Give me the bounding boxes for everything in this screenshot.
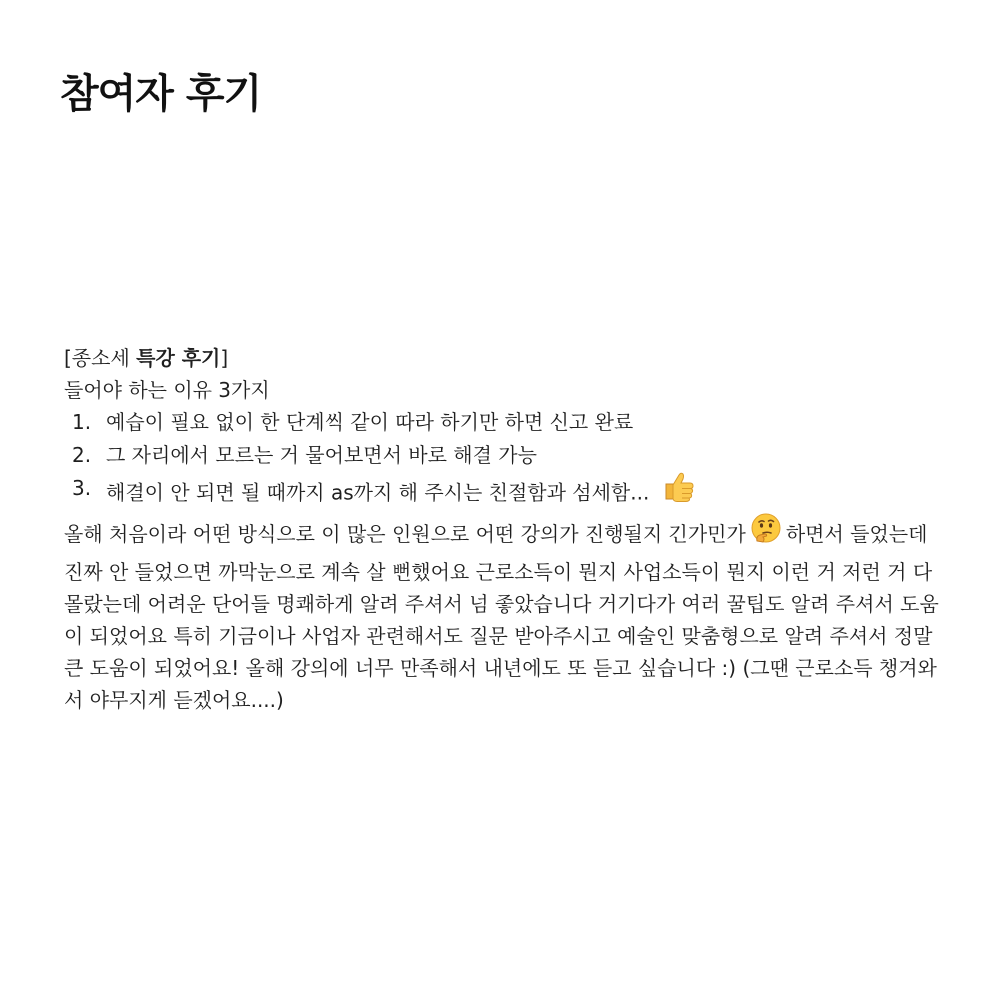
review-heading-suffix: ]: [220, 346, 229, 370]
reason-number: 3.: [72, 476, 92, 500]
thinking-face-icon: [750, 512, 782, 553]
review-heading: [64, 342, 944, 374]
reason-text: 해결이 안 되면 될 때까지 as까지 해 주시는 친절함과 섬세함...: [106, 480, 650, 505]
review-body: [64, 515, 944, 716]
reason-item: [64, 439, 944, 472]
review-body-part1: 올해 처음이라 어떤 방식으로 이 많은 인원으로 어떤 강의가 진행될지 긴가민가: [64, 522, 746, 546]
review-heading-prefix: [종소세: [64, 346, 137, 370]
thumbs-up-icon: [662, 469, 696, 513]
review-subheading: 들어야 하는 이유 3가지: [64, 378, 270, 402]
page-title: 참여자 후기: [60, 71, 262, 117]
reason-number: 1.: [72, 410, 92, 434]
reason-number: 2.: [72, 443, 92, 467]
reason-item: [64, 472, 944, 505]
reason-item: [64, 406, 944, 439]
review-body-part2: 하면서 들었는데 진짜 안 들었으면 까막눈으로 계속 살 뻔했어요 근로소득이 뭔지 사업소득이 뭔지 이런 거 저런 거 다 몰랐는데 어려운 단어들 명쾌하게 알려 주셔서 넘 좋았습니다 거기다가 여러 꿀팁도 알려 주셔서 도움이 되었어요 특히 기금이나 사업자 관련해서도 질문 받아주시고 예술인 맞춤형으로 알려 주셔서 정말 큰 도움이 되었어요! 올해 강의에 너무 만족해서 내년에도 또 듣고 싶습니다 :) (그땐 근로소득 챙겨와서 야무지게 듣겠어요....): [64, 522, 939, 712]
review-heading-bold: 특강 후기: [136, 346, 221, 370]
reason-text: 예습이 필요 없이 한 단계씩 같이 따라 하기만 하면 신고 완료: [106, 410, 634, 434]
review-section: [64, 342, 944, 716]
reason-text: 그 자리에서 모르는 거 물어보면서 바로 해결 가능: [106, 443, 537, 467]
reason-list: [64, 406, 944, 505]
